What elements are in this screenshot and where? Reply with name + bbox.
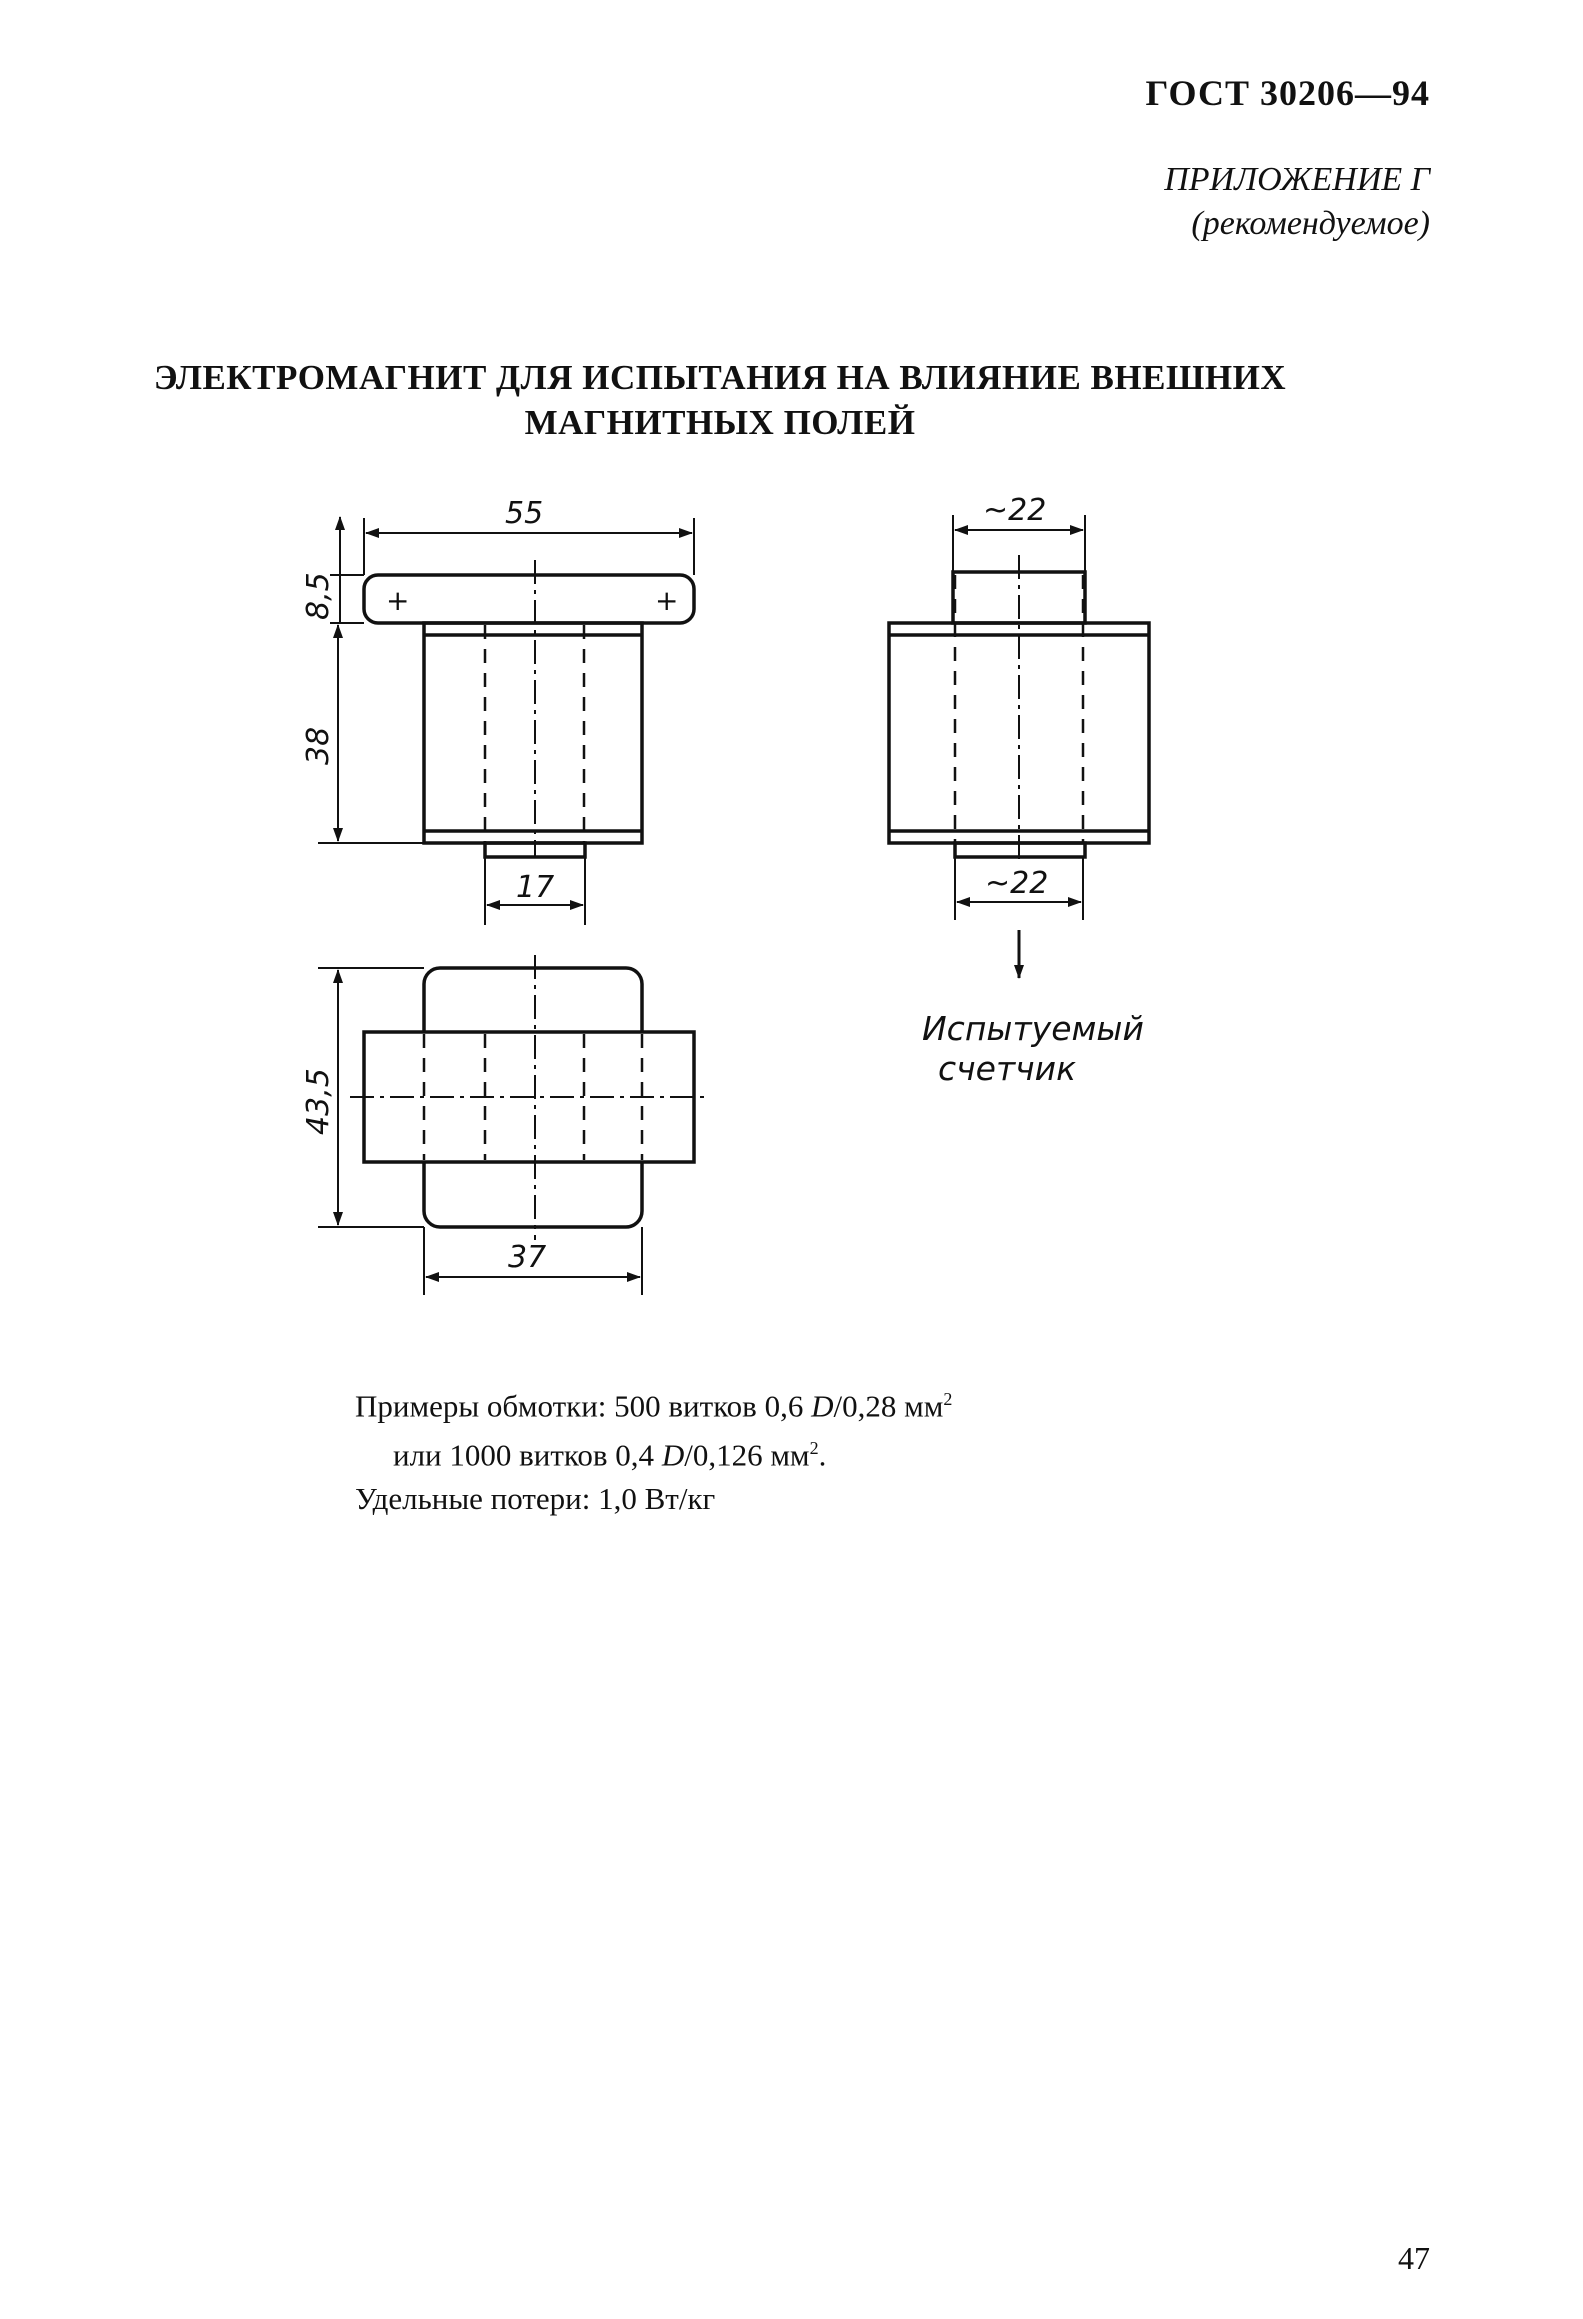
dim-label-22-top: ~22	[983, 493, 1047, 528]
meter-label-line-1: Испытуемый	[922, 1009, 1144, 1048]
dim-label-55: 55	[505, 496, 544, 531]
note-line-1: Примеры обмотки: 500 витков 0,6 D/0,28 $мм^2$	[355, 1388, 953, 1424]
meter-label-line-2: счетчик	[938, 1049, 1077, 1088]
title-line-1: ЭЛЕКТРОМАГНИТ ДЛЯ ИСПЫТАНИЯ НА ВЛИЯНИЕ ВНЕШНИХ	[153, 358, 1287, 397]
dim-label-8-5: 8,5	[301, 572, 336, 620]
front-dimension-lines	[318, 517, 694, 925]
front-plus-right: +	[655, 584, 679, 617]
document-code: ГОСТ 30206—94	[1145, 73, 1430, 113]
winding-notes	[355, 1378, 1255, 1520]
title-line-2: МАГНИТНЫХ ПОЛЕЙ	[524, 403, 916, 442]
note-line-3: Удельные потери: 1,0 Вт/кг	[355, 1480, 716, 1516]
note-line-2: или 1000 витков 0,4 D/0,126 $мм^2$.	[393, 1437, 827, 1473]
appendix-label: ПРИЛОЖЕНИЕ Г	[1164, 161, 1430, 198]
appendix-status: (рекомендуемое)	[1191, 205, 1430, 242]
plan-view	[350, 955, 710, 1240]
side-view	[889, 555, 1149, 860]
dim-label-22-bottom: ~22	[985, 866, 1049, 901]
front-view	[364, 560, 694, 858]
front-plus-left: +	[386, 584, 410, 617]
dim-label-43-5: 43,5	[301, 1068, 336, 1135]
dim-label-17: 17	[516, 870, 555, 905]
page-number: 47	[1398, 2240, 1430, 2276]
front-top-plate	[364, 575, 694, 623]
front-coil-body	[424, 623, 642, 843]
dim-label-37: 37	[508, 1240, 547, 1275]
dim-label-38: 38	[301, 726, 336, 765]
